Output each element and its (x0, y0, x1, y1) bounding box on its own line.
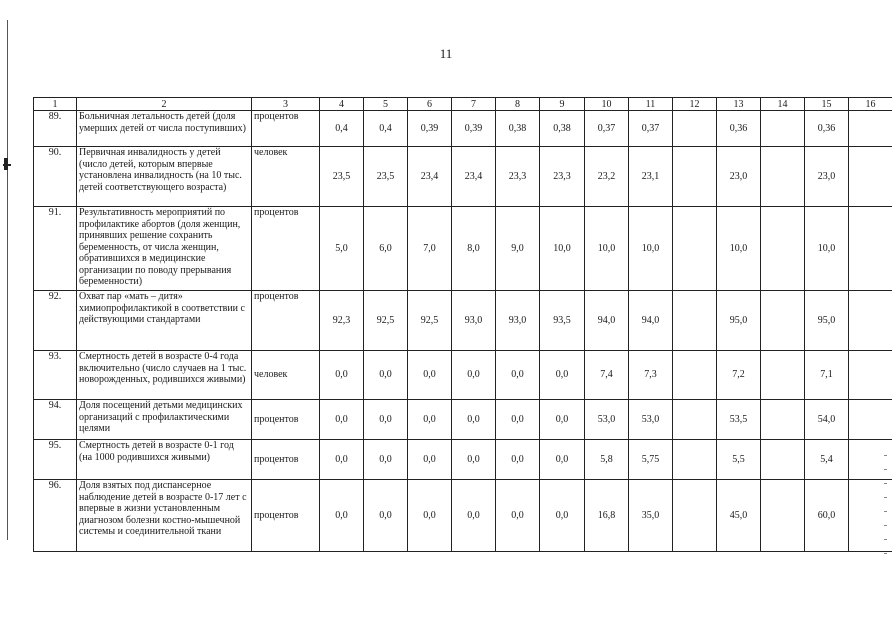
column-header: 7 (452, 98, 496, 111)
value-cell: 60,0 (805, 480, 849, 552)
value-cell: 0,0 (408, 440, 452, 480)
indicator-name: Первичная инвалидность у детей (число детей, которым впервые установлена инвалидность (на 10 тыс. детей соответствующего возраста) (77, 147, 252, 207)
column-header: 5 (364, 98, 408, 111)
value-cell (849, 147, 892, 207)
value-cell (761, 440, 805, 480)
table-row (34, 351, 892, 400)
value-cell: 35,0 (629, 480, 673, 552)
value-cell: 5,4 (805, 440, 849, 480)
value-cell: 0,4 (320, 111, 364, 147)
column-header: 13 (717, 98, 761, 111)
row-number: 93. (34, 351, 77, 400)
value-cell (673, 147, 717, 207)
value-cell (673, 111, 717, 147)
value-cell: 94,0 (585, 291, 629, 351)
value-cell: 8,0 (452, 207, 496, 291)
value-cell: 95,0 (717, 291, 761, 351)
unit-cell: процентов (252, 291, 320, 351)
value-cell: 7,0 (408, 207, 452, 291)
row-number: 89. (34, 111, 77, 147)
value-cell: 53,5 (717, 400, 761, 440)
value-cell: 0,0 (540, 400, 585, 440)
value-cell: 0,0 (320, 480, 364, 552)
value-cell (673, 440, 717, 480)
value-cell: 6,0 (364, 207, 408, 291)
value-cell: 10,0 (717, 207, 761, 291)
table-row (34, 480, 892, 552)
column-header: 4 (320, 98, 364, 111)
value-cell: 93,0 (452, 291, 496, 351)
value-cell: 10,0 (629, 207, 673, 291)
value-cell: 0,0 (496, 440, 540, 480)
indicator-name: Доля взятых под диспансерное наблюдение детей в возрасте 0-17 лет с впервые в жизни установленным диагнозом болезни костно-мышечной системы и соединительной ткани (77, 480, 252, 552)
value-cell: 0,0 (496, 480, 540, 552)
value-cell (761, 351, 805, 400)
value-cell: 0,0 (452, 400, 496, 440)
value-cell: 23,1 (629, 147, 673, 207)
value-cell: 93,5 (540, 291, 585, 351)
table-row (34, 400, 892, 440)
value-cell: 23,0 (805, 147, 849, 207)
value-cell: 0,38 (540, 111, 585, 147)
value-cell (761, 111, 805, 147)
value-cell (761, 207, 805, 291)
value-cell: 23,2 (585, 147, 629, 207)
unit-cell: процентов (252, 480, 320, 552)
value-cell: 23,5 (364, 147, 408, 207)
unit-cell: процентов (252, 440, 320, 480)
indicator-name: Смертность детей в возрасте 0-1 год (на 1000 родившихся живыми) (77, 440, 252, 480)
value-cell: 53,0 (585, 400, 629, 440)
table-row (34, 111, 892, 147)
value-cell: 10,0 (585, 207, 629, 291)
unit-cell: процентов (252, 400, 320, 440)
value-cell: 7,2 (717, 351, 761, 400)
value-cell: 0,4 (364, 111, 408, 147)
value-cell (849, 291, 892, 351)
value-cell (673, 207, 717, 291)
indicator-name: Результативность мероприятий по профилактике абортов (доля женщин, принявших решение сохранить беременность, от числа женщин, обратившихся в медицинские организации по поводу прерывания беременности) (77, 207, 252, 291)
value-cell: 5,5 (717, 440, 761, 480)
value-cell: 92,5 (408, 291, 452, 351)
value-cell: 0,36 (805, 111, 849, 147)
value-cell: 23,0 (717, 147, 761, 207)
table-row (34, 147, 892, 207)
column-header: 14 (761, 98, 805, 111)
value-cell: 0,0 (452, 351, 496, 400)
value-cell: 5,0 (320, 207, 364, 291)
value-cell: 95,0 (805, 291, 849, 351)
value-cell: 93,0 (496, 291, 540, 351)
indicators-table (33, 97, 892, 552)
value-cell: 0,0 (408, 351, 452, 400)
value-cell (673, 400, 717, 440)
row-number: 94. (34, 400, 77, 440)
value-cell (673, 480, 717, 552)
value-cell: 0,37 (585, 111, 629, 147)
value-cell (849, 440, 892, 480)
value-cell: 0,0 (540, 480, 585, 552)
value-cell: 9,0 (496, 207, 540, 291)
column-header: 16 (849, 98, 892, 111)
value-cell: 0,0 (452, 440, 496, 480)
column-header: 1 (34, 98, 77, 111)
row-number: 90. (34, 147, 77, 207)
value-cell: 0,0 (452, 480, 496, 552)
value-cell: 10,0 (805, 207, 849, 291)
value-cell: 54,0 (805, 400, 849, 440)
value-cell (761, 147, 805, 207)
value-cell: 23,4 (408, 147, 452, 207)
unit-cell: процентов (252, 207, 320, 291)
column-header: 2 (77, 98, 252, 111)
value-cell: 7,1 (805, 351, 849, 400)
value-cell: 0,0 (540, 440, 585, 480)
unit-cell: человек (252, 351, 320, 400)
column-header: 3 (252, 98, 320, 111)
value-cell: 45,0 (717, 480, 761, 552)
value-cell: 0,0 (540, 351, 585, 400)
value-cell (849, 207, 892, 291)
indicator-name: Смертность детей в возрасте 0-4 года включительно (число случаев на 1 тыс. новорожденных, родившихся живыми) (77, 351, 252, 400)
value-cell: 0,37 (629, 111, 673, 147)
value-cell: 23,4 (452, 147, 496, 207)
value-cell: 0,0 (364, 480, 408, 552)
value-cell: 5,75 (629, 440, 673, 480)
table-row (34, 291, 892, 351)
value-cell (673, 291, 717, 351)
value-cell (849, 480, 892, 552)
row-number: 96. (34, 480, 77, 552)
value-cell (673, 351, 717, 400)
column-number-row (34, 98, 892, 111)
value-cell (761, 291, 805, 351)
unit-cell: человек (252, 147, 320, 207)
value-cell: 23,3 (540, 147, 585, 207)
column-header: 11 (629, 98, 673, 111)
column-header: 15 (805, 98, 849, 111)
page-number: 11 (439, 46, 453, 61)
value-cell: 0,36 (717, 111, 761, 147)
value-cell: 0,39 (452, 111, 496, 147)
value-cell: 53,0 (629, 400, 673, 440)
column-header: 12 (673, 98, 717, 111)
value-cell: 0,0 (408, 400, 452, 440)
column-header: 10 (585, 98, 629, 111)
indicator-name: Охват пар «мать – дитя» химиопрофилактикой в соответствии с действующими стандартами (77, 291, 252, 351)
scan-edge-line (7, 20, 8, 540)
column-header: 8 (496, 98, 540, 111)
indicator-name: Доля посещений детьми медицинских организаций с профилактическими целями (77, 400, 252, 440)
value-cell (849, 111, 892, 147)
value-cell: 0,39 (408, 111, 452, 147)
value-cell: 0,0 (320, 400, 364, 440)
value-cell: 0,0 (320, 351, 364, 400)
value-cell: 7,4 (585, 351, 629, 400)
value-cell: 0,0 (364, 400, 408, 440)
value-cell: 16,8 (585, 480, 629, 552)
value-cell: 0,0 (496, 400, 540, 440)
row-number: 91. (34, 207, 77, 291)
column-header: 6 (408, 98, 452, 111)
value-cell: 23,5 (320, 147, 364, 207)
value-cell (849, 351, 892, 400)
indicator-name: Больничная летальность детей (доля умерших детей от числа поступивших) (77, 111, 252, 147)
scan-artifact-mark (3, 164, 11, 166)
value-cell: 0,0 (408, 480, 452, 552)
row-number: 92. (34, 291, 77, 351)
value-cell: 0,38 (496, 111, 540, 147)
column-header: 9 (540, 98, 585, 111)
value-cell: 10,0 (540, 207, 585, 291)
value-cell: 92,3 (320, 291, 364, 351)
table-row (34, 440, 892, 480)
value-cell: 0,0 (364, 351, 408, 400)
value-cell: 94,0 (629, 291, 673, 351)
value-cell: 0,0 (496, 351, 540, 400)
row-number: 95. (34, 440, 77, 480)
table-row (34, 207, 892, 291)
value-cell: 0,0 (364, 440, 408, 480)
value-cell (849, 400, 892, 440)
value-cell: 23,3 (496, 147, 540, 207)
value-cell (761, 400, 805, 440)
unit-cell: процентов (252, 111, 320, 147)
value-cell: 7,3 (629, 351, 673, 400)
value-cell: 92,5 (364, 291, 408, 351)
value-cell: 5,8 (585, 440, 629, 480)
value-cell (761, 480, 805, 552)
value-cell: 0,0 (320, 440, 364, 480)
